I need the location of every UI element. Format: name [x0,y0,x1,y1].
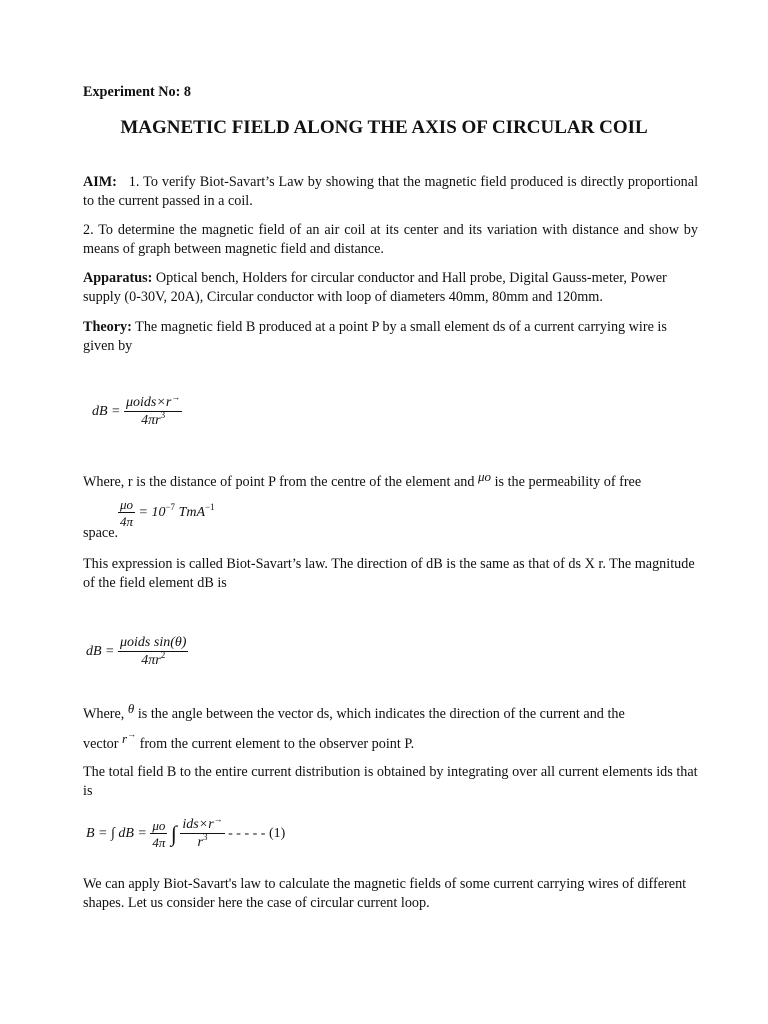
eq1-den-exponent: 3 [160,410,166,420]
total-field-paragraph: The total field B to the entire current distribution is obtained by integrating over all current elements ids that is [83,764,698,799]
perm-numerator: μo [120,497,134,512]
vector-symbol: r [122,731,128,746]
eq3-den-exponent: 3 [203,832,208,842]
theory-label: Theory: [83,319,132,335]
equation-total-field [86,814,286,850]
eq1-numerator: μoids×r [126,395,172,410]
where2-after: is the angle between the vector ds, which indicates the direction of the current and the [137,706,625,722]
perm-unit: TmA [178,505,206,521]
eq1-lhs: dB = [92,404,121,420]
aim-label: AIM: [83,174,117,190]
where-theta-line [83,701,698,724]
vector-line [83,729,698,755]
aim-point-2: 2. To determine the magnetic field of an air coil at its center and its variation with distance and show by means of graph between magnetic field and distance. [83,222,698,257]
theta-symbol: θ [127,701,135,716]
eq3-numerator: ids×r [182,817,214,832]
equation-tag: - - - - - (1) [228,826,286,842]
perm-exponent: −7 [165,502,176,513]
apparatus-text: Optical bench, Holders for circular conductor and Hall probe, Digital Gauss-meter, Power supply (0-30V, 20A), Circular conductor with loop of diameters 40mm, 80mm and 120mm. [83,270,667,305]
aim-point-1 [83,173,698,211]
where-r-line [83,469,698,492]
eq3-frac-num: μo [152,818,166,833]
perm-denominator: 4π [120,514,134,529]
aim-text-1: 1. To verify Biot-Savart’s Law by showing that the magnetic field produced is directly proportional to the current passed in a coil. [83,174,699,209]
vector-arrow: → [127,729,137,739]
eq3-lhs: B = ∫ dB = [86,826,147,842]
theory-paragraph [83,318,698,356]
closing-paragraph: We can apply Biot-Savart's law to calculate the magnetic fields of some current carrying wires of different shapes. Let us consider here the case of circular current loop. [83,876,687,911]
eq1-arrow: → [171,392,181,402]
eq3-arrow: → [213,814,223,824]
where2-before: Where, [83,706,125,722]
page-title: MAGNETIC FIELD ALONG THE AXIS OF CIRCULAR COIL [120,117,648,138]
apparatus-paragraph [83,269,698,307]
equation-biot-savart [92,392,182,428]
space-word: space. [83,525,119,541]
eq2-lhs: dB = [86,644,115,660]
perm-rhs: = 10 [138,505,166,521]
eq3-frac-den: 4π [152,835,166,850]
integral-sign: ∫ [170,821,177,846]
eq3-denominator: r [197,835,203,850]
eq2-denominator: 4πr [141,653,161,668]
theory-text: The magnetic field B produced at a point P by a small element ds of a current carrying wire is given by [83,319,667,354]
eq2-den-exponent: 2 [160,650,166,660]
eq2-numerator: μoids sin(θ) [120,635,187,650]
vector-before: vector [83,736,119,752]
equation-field-element [86,636,188,668]
where1-before: Where, r is the distance of point P from the centre of the element and [83,474,475,490]
apparatus-label: Apparatus: [83,270,153,286]
vector-after: from the current element to the observer point P. [139,736,415,752]
biot-savart-explanation: This expression is called Biot-Savart’s law. The direction of dB is the same as that of ds X r. The magnitude of the field element dB is [83,556,695,591]
perm-unit-exponent: −1 [205,502,215,513]
where1-after: is the permeability of free [494,474,642,490]
mu-symbol: μo [478,469,492,484]
eq1-denominator: 4πr [141,413,161,428]
experiment-number: Experiment No: 8 [83,84,191,100]
